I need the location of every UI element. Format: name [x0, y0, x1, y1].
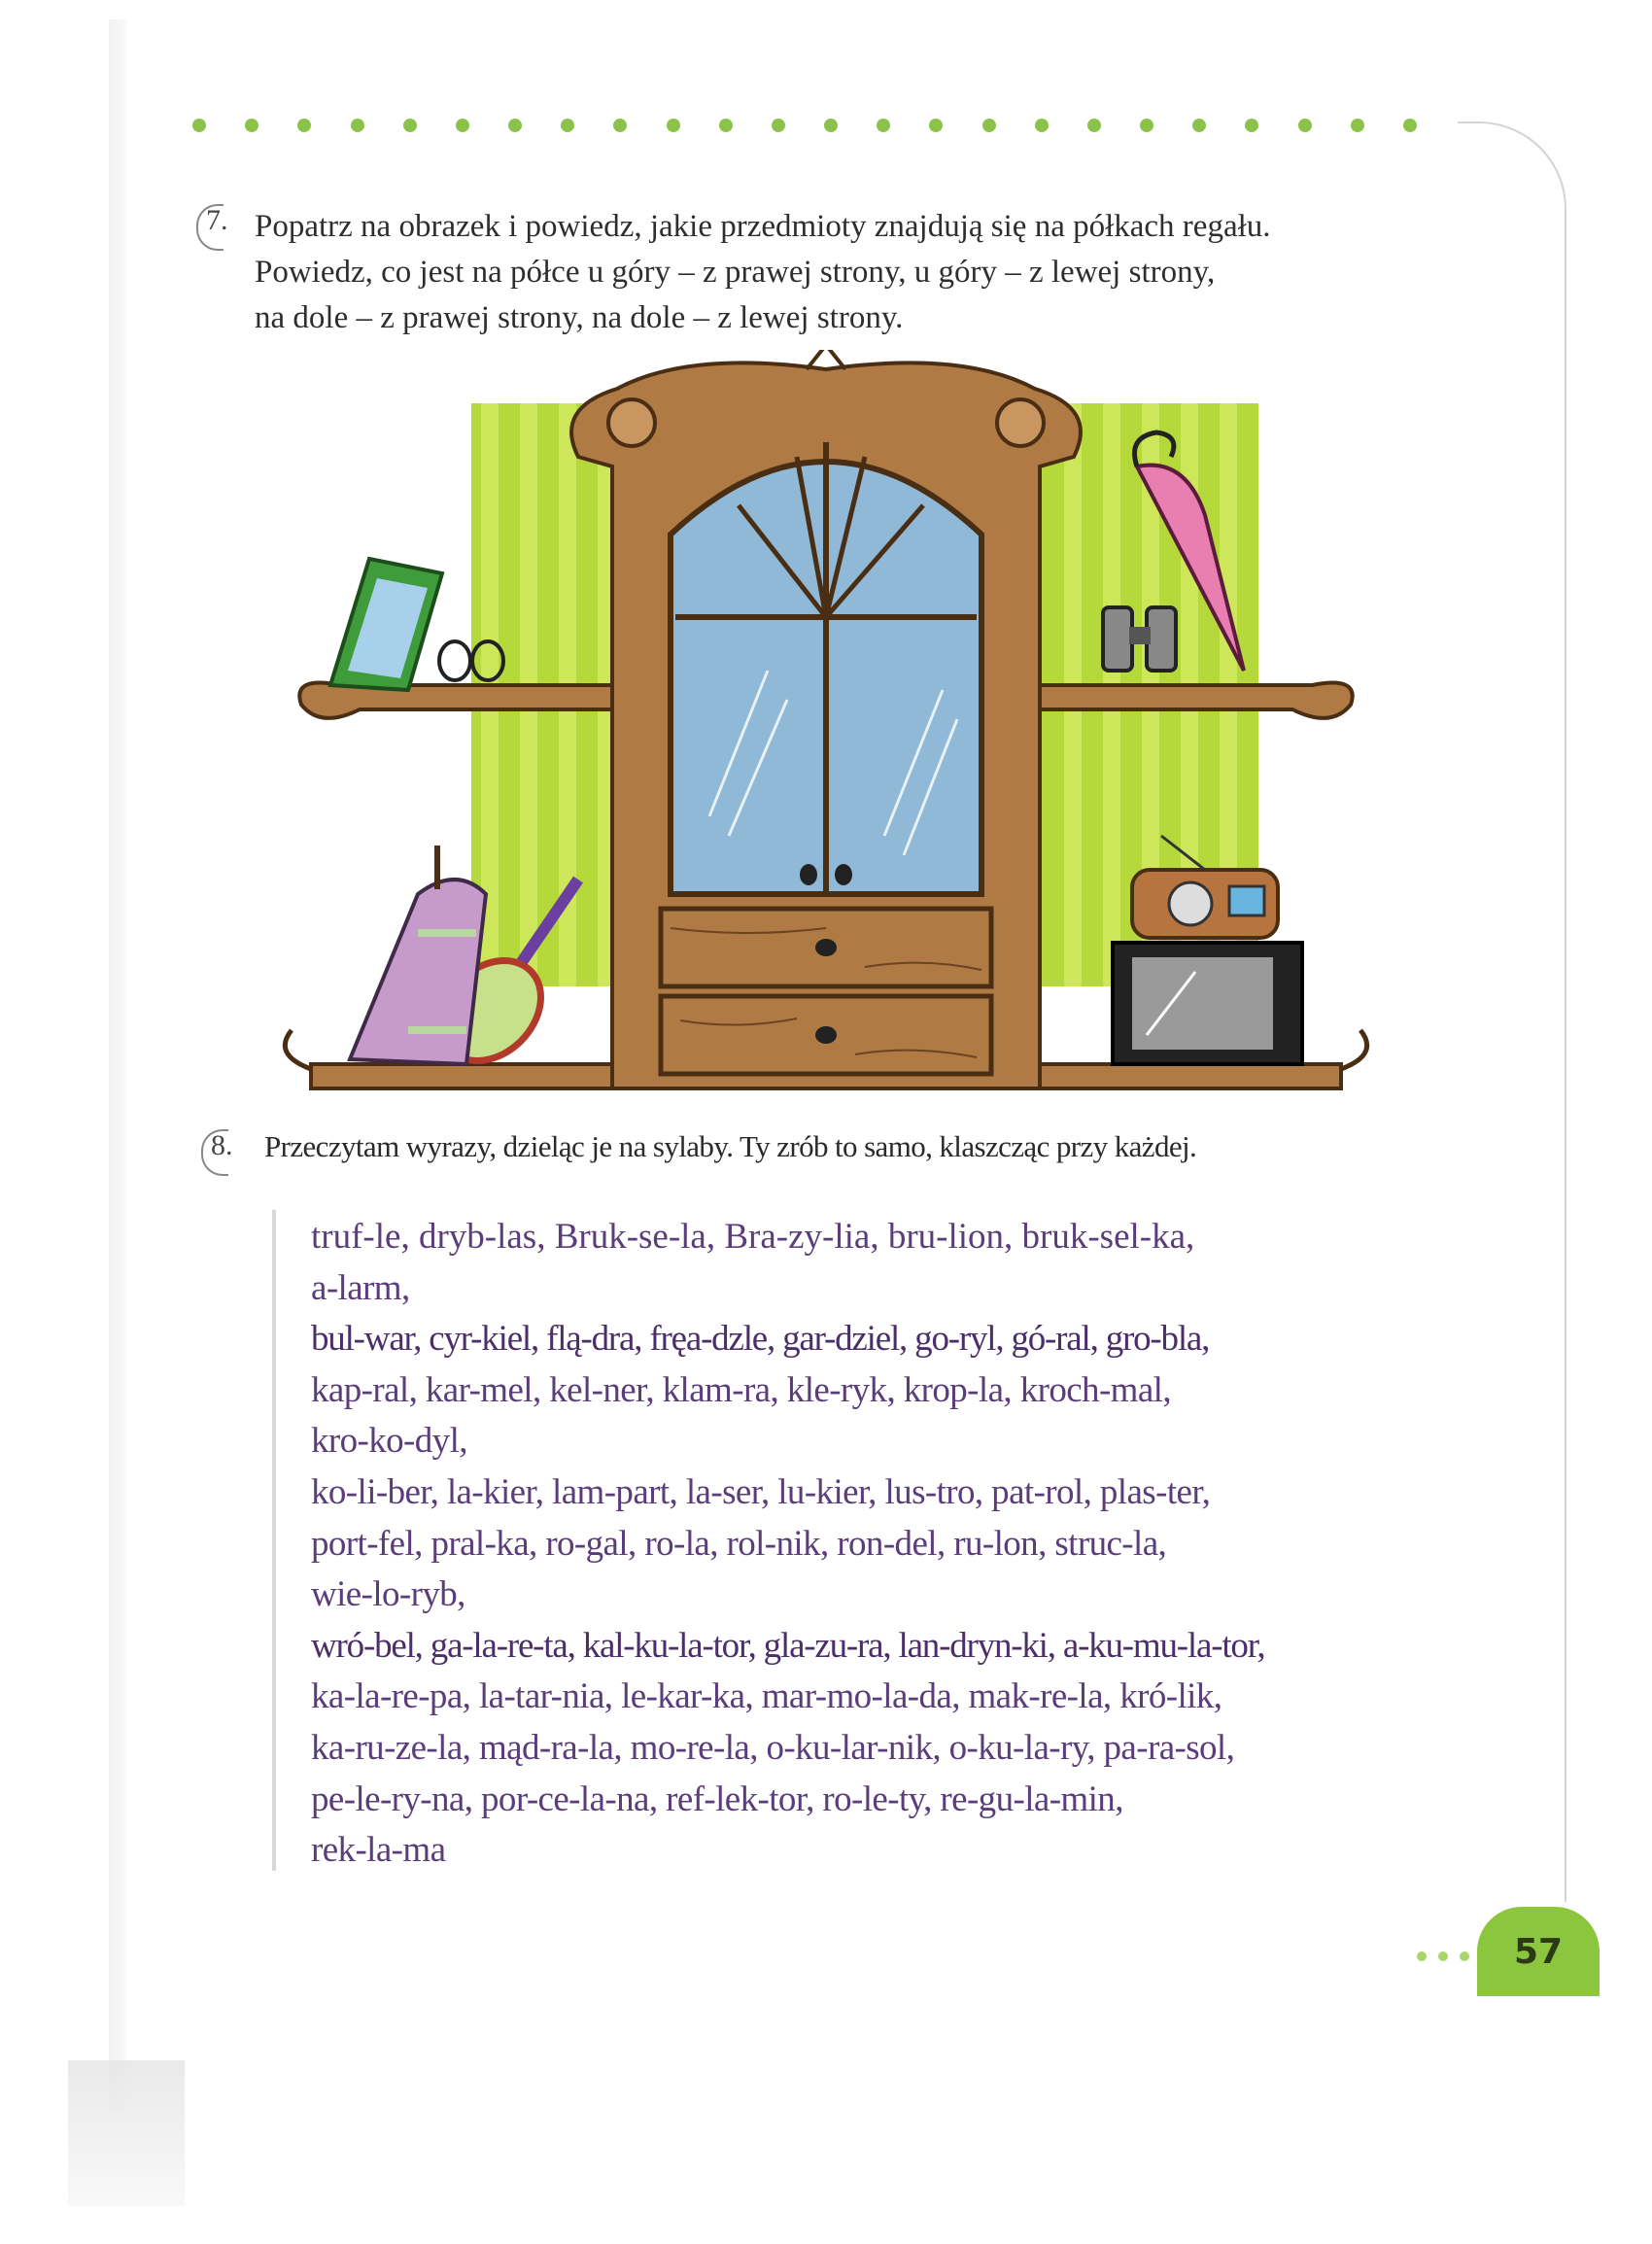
dot [245, 119, 258, 132]
page-binding-edge [109, 19, 126, 2109]
dot [824, 119, 838, 132]
syllable-line: bul-war, cyr-kiel, flą-dra, fręa-dzle, gar-dziel, go-ryl, gó-ral, gro-bla, [311, 1319, 1210, 1360]
dot [1460, 1951, 1469, 1961]
exercise-8-instruction: Przeczytam wyrazy, dzieląc je na sylaby. Ty zrób to samo, klaszcząc przy każdej. [264, 1129, 1197, 1163]
dot [772, 119, 785, 132]
instruction-line: na dole – z prawej strony, na dole – z lewej strony. [255, 300, 904, 335]
syllable-line: truf-le, dryb-las, Bruk-se-la, Bra-zy-lia, bru-lion, bruk-sel-ka, [311, 1217, 1195, 1257]
dot [877, 119, 890, 132]
exercise-number: 8. [211, 1129, 233, 1161]
syllable-line: a-larm, [311, 1267, 410, 1308]
dot [1438, 1951, 1448, 1961]
dot [1140, 119, 1153, 132]
dot [1298, 119, 1312, 132]
decorative-dots-row [192, 114, 1417, 137]
dot [456, 119, 469, 132]
dot [667, 119, 680, 132]
syllable-line: ka-la-re-pa, la-tar-nia, le-kar-ka, mar-mo-la-da, mak-re-la, kró-lik, [311, 1676, 1222, 1717]
syllable-line: kap-ral, kar-mel, kel-ner, klam-ra, kle-ryk, krop-la, kroch-mal, [311, 1369, 1171, 1410]
dot [403, 119, 417, 132]
television [1113, 943, 1302, 1064]
dot [561, 119, 574, 132]
exercise-7-instruction [255, 204, 1450, 341]
scarf [350, 846, 486, 1064]
dot [1087, 119, 1101, 132]
page-frame-line [1458, 121, 1566, 1902]
syllable-line: ka-ru-ze-la, mąd-ra-la, mo-re-la, o-ku-lar-nik, o-ku-la-ry, pa-ra-sol, [311, 1727, 1235, 1768]
syllable-word-list [272, 1210, 1442, 1871]
dot [1417, 1951, 1427, 1961]
page-number-tab [1477, 1907, 1600, 1996]
dot [719, 119, 733, 132]
dot [982, 119, 996, 132]
dot [929, 119, 943, 132]
dot [1403, 119, 1417, 132]
dot [297, 119, 311, 132]
syllable-line: kro-ko-dyl, [311, 1421, 467, 1462]
syllable-line: rek-la-ma [311, 1830, 446, 1871]
picture-frame [330, 559, 442, 690]
exercise-7 [206, 204, 1450, 341]
syllable-line: pe-le-ry-na, por-ce-la-na, ref-lek-tor, ro-le-ty, re-gu-la-min, [311, 1778, 1123, 1819]
dot [192, 119, 206, 132]
dot [1192, 119, 1206, 132]
dot [508, 119, 522, 132]
syllable-line: ko-li-ber, la-kier, lam-part, la-ser, lu-kier, lus-tro, pat-rol, plas-ter, [311, 1471, 1211, 1512]
exercise-8 [211, 1129, 1450, 1164]
page-number-dots [1417, 1951, 1469, 1961]
exercise-number: 7. [206, 204, 228, 236]
dot [613, 119, 627, 132]
wardrobe-illustration [282, 350, 1370, 1108]
syllable-line: wie-lo-ryb, [311, 1574, 465, 1615]
page-number: 57 [1513, 1931, 1564, 1972]
dot [351, 119, 364, 132]
syllable-line: wró-bel, ga-la-re-ta, kal-ku-la-tor, gla-zu-ra, lan-dryn-ki, a-ku-mu-la-tor, [311, 1625, 1265, 1666]
instruction-line: Powiedz, co jest na półce u góry – z prawej strony, u góry – z lewej strony, [255, 255, 1216, 290]
dot [1351, 119, 1364, 132]
syllable-line: port-fel, pral-ka, ro-gal, ro-la, rol-nik, ron-del, ru-lon, struc-la, [311, 1523, 1167, 1564]
dot [1035, 119, 1049, 132]
dot [1245, 119, 1258, 132]
instruction-line: Popatrz na obrazek i powiedz, jakie przedmioty znajdują się na półkach regału. [255, 209, 1271, 244]
scan-shadow [68, 2060, 185, 2206]
